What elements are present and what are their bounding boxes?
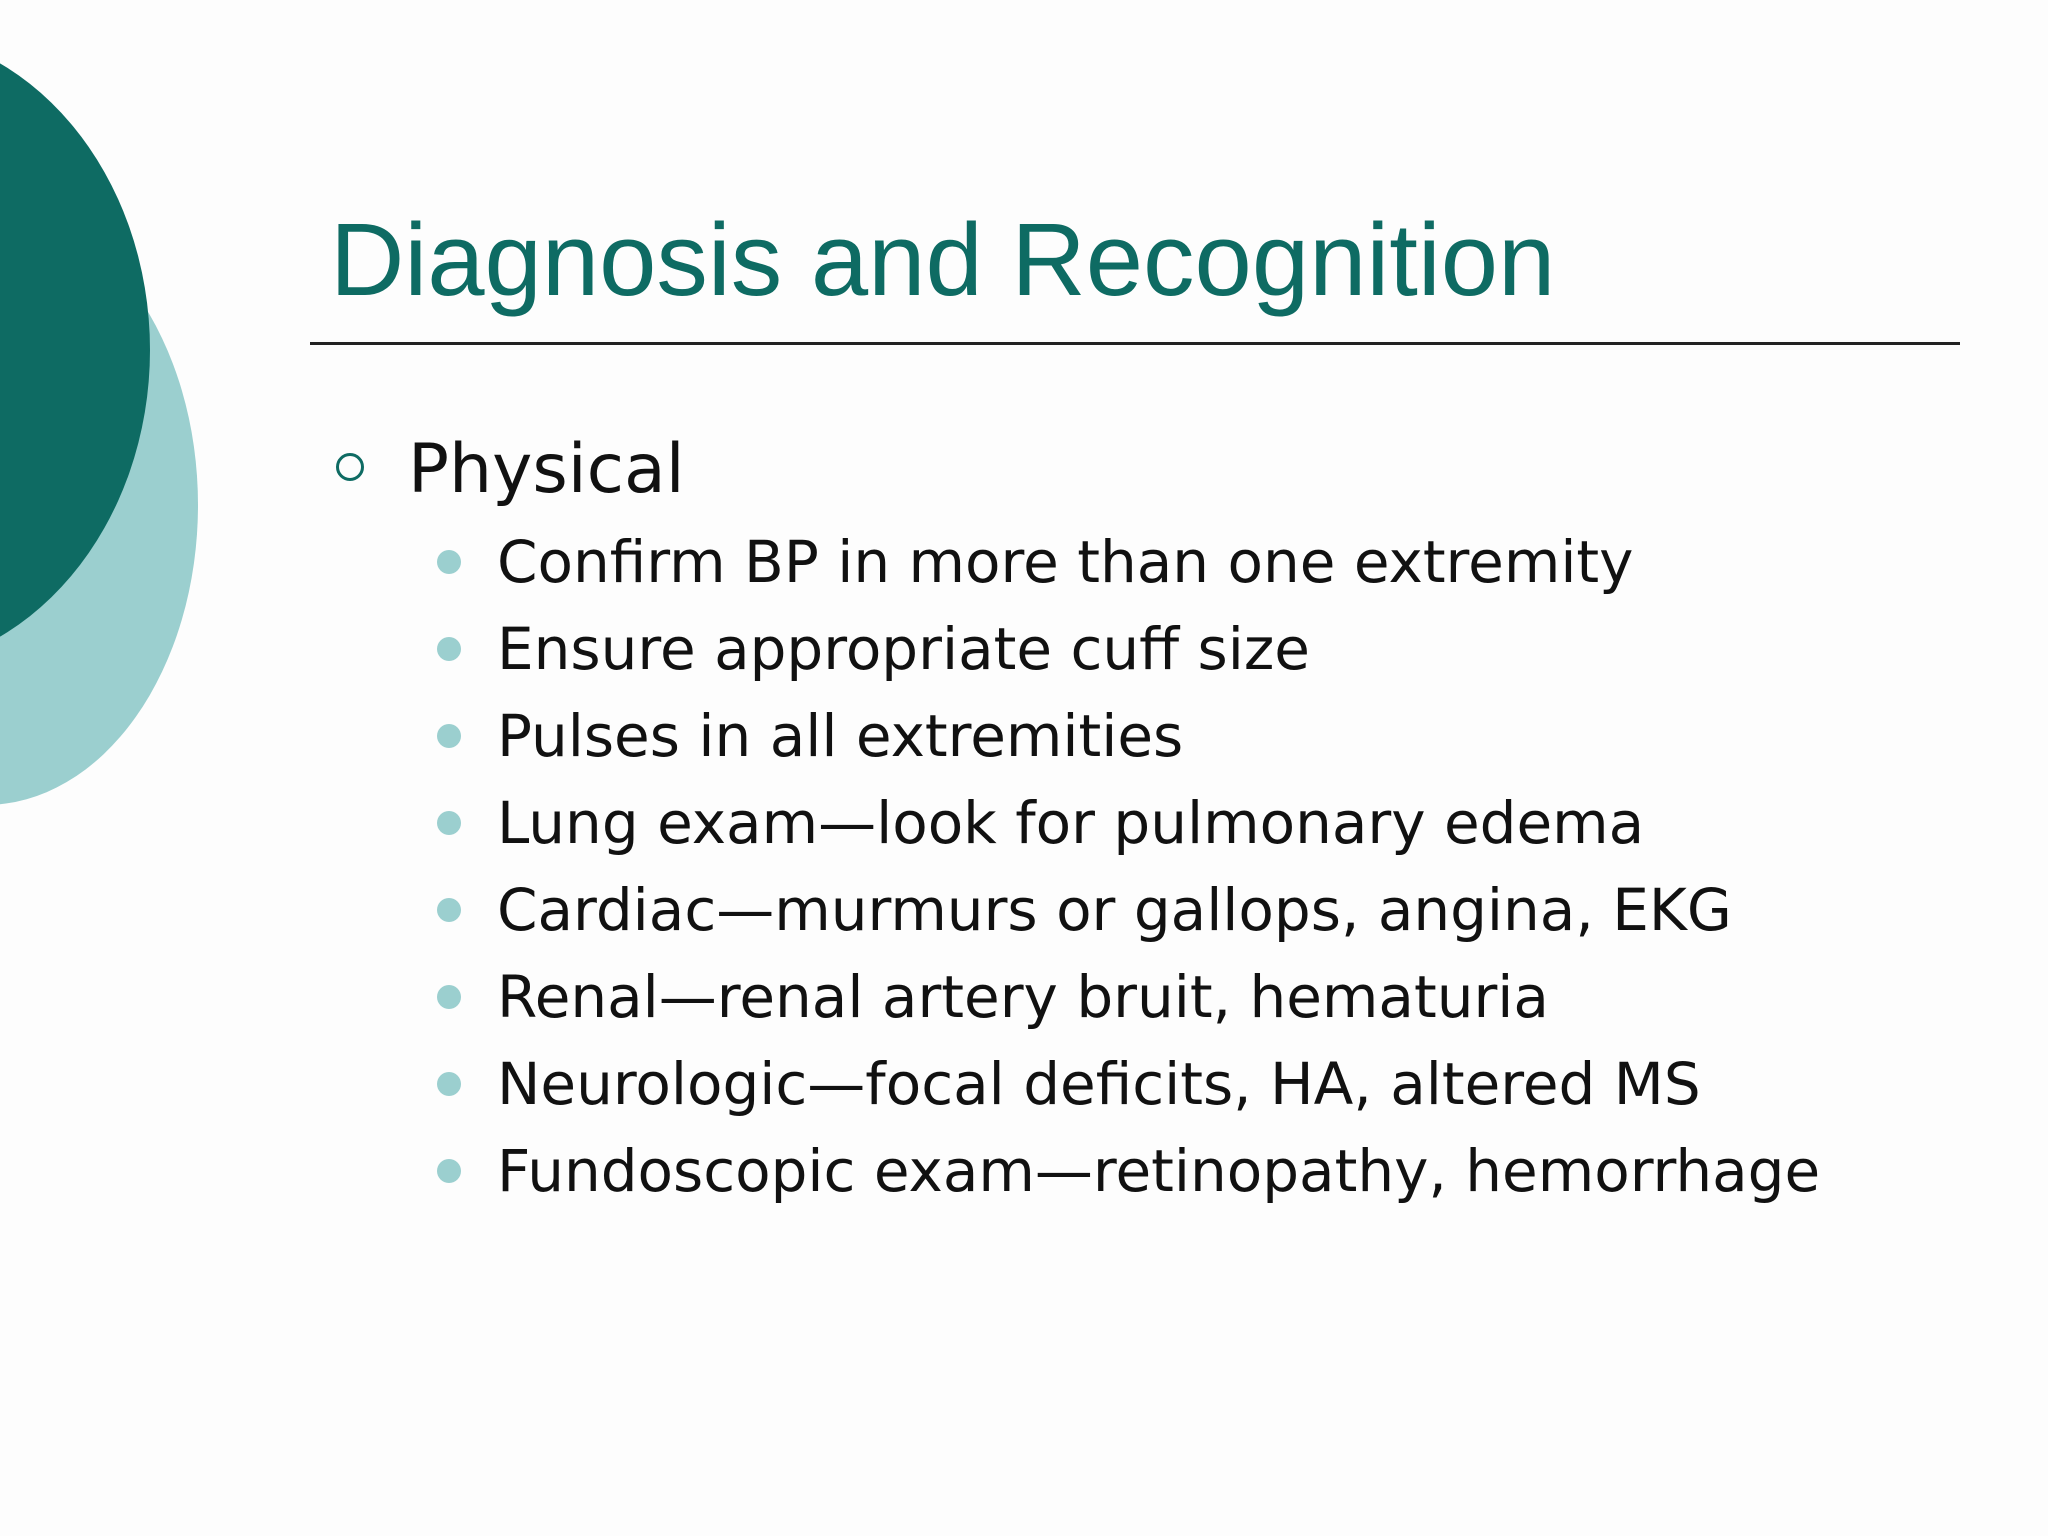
sub-bullet-list [430, 520, 1980, 1216]
sub-bullet-item [430, 781, 1980, 868]
sub-bullet-text: Cardiac—murmurs or gallops, angina, EKG [497, 876, 1732, 944]
sub-bullet-text: Fundoscopic exam—retinopathy, hemorrhage [497, 1137, 1821, 1205]
sub-bullet-item [430, 868, 1980, 955]
bullet-physical [332, 425, 1932, 515]
hollow-circle-bullet-icon [336, 453, 364, 481]
sub-bullet-item [430, 520, 1980, 607]
sub-bullet-text: Confirm BP in more than one extremity [497, 528, 1634, 596]
decorative-circles [0, 0, 260, 830]
dot-bullet-icon [437, 985, 461, 1009]
sub-bullet-item [430, 607, 1980, 694]
sub-bullet-item [430, 1129, 1980, 1216]
dot-bullet-icon [437, 898, 461, 922]
sub-bullet-item [430, 694, 1980, 781]
bullet-label: Physical [408, 430, 685, 509]
dot-bullet-icon [437, 1072, 461, 1096]
dot-bullet-icon [437, 811, 461, 835]
dot-bullet-icon [437, 1159, 461, 1183]
sub-bullet-text: Ensure appropriate cuff size [497, 615, 1310, 683]
sub-bullet-text: Lung exam—look for pulmonary edema [497, 789, 1645, 857]
slide-title: Diagnosis and Recognition [330, 202, 1556, 317]
sub-bullet-text: Renal—renal artery bruit, hematuria [497, 963, 1549, 1031]
title-divider [310, 342, 1960, 345]
dot-bullet-icon [437, 724, 461, 748]
sub-bullet-item [430, 955, 1980, 1042]
sub-bullet-item [430, 1042, 1980, 1129]
sub-bullet-text: Pulses in all extremities [497, 702, 1184, 770]
sub-bullet-text: Neurologic—focal deficits, HA, altered MS [497, 1050, 1701, 1118]
dot-bullet-icon [437, 637, 461, 661]
dot-bullet-icon [437, 550, 461, 574]
